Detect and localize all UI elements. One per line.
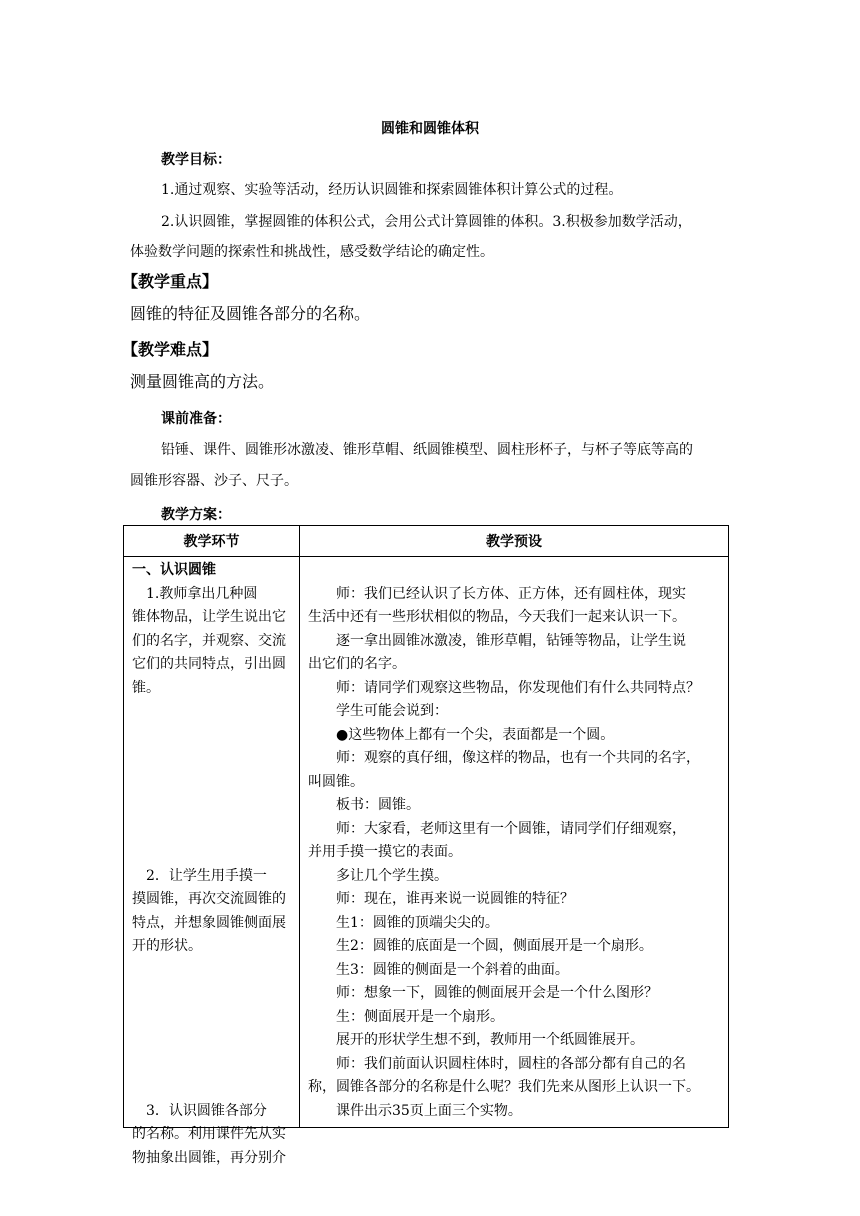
objectives-heading: 教学目标： [161,152,231,168]
stage-line [132,841,294,865]
preset-line [308,559,724,583]
preset-line: 并用手摸一摸它的表面。 [308,844,462,860]
plan-heading: 教学方案： [161,507,231,523]
preset-cell [300,557,729,1128]
stage-line: 一、认识圆锥 [132,562,216,578]
stage-line [132,724,294,748]
stage-text [132,559,294,1170]
preset-line: 师：想象一下，圆锥的侧面展开会是一个什么图形？ [308,985,658,1001]
objective-2-line1: 2.认识圆锥，掌握圆锥的体积公式，会用公式计算圆锥的体积。3.积极参加数学活动， [161,214,692,230]
preset-line: 师：观察的真仔细，像这样的物品，也有一个共同的名字， [308,750,700,766]
stage-line [132,818,294,842]
preset-line: 叫圆锥。 [308,773,364,790]
stage-line: 锥。 [132,679,160,696]
preset-line: 学生可能会说到： [308,703,448,719]
stage-line: 1.教师拿出几种圆 [132,585,258,602]
stage-line [132,1053,294,1077]
key-points-text: 圆锥的特征及圆锥各部分的名称。 [130,304,371,323]
preset-line: 生活中还有一些形状相似的物品，今天我们一起来认识一下。 [308,609,686,625]
stage-line [132,982,294,1006]
difficulties-heading: 【教学难点】 [122,340,219,359]
key-points-heading: 【教学重点】 [122,272,219,291]
preset-line: 生：侧面展开是一个扇形。 [308,1008,504,1025]
difficulties-text: 测量圆锥高的方法。 [130,372,275,391]
prep-line1: 铅锤、课件、圆锥形冰激凌、锥形草帽、纸圆锥模型、圆柱形杯子，与杯子等底等高的 [161,442,693,458]
stage-line: 特点，并想象圆锥侧面展 [132,914,286,931]
stage-line [132,1029,294,1053]
stage-line [132,959,294,983]
prep-heading: 课前准备： [161,411,231,427]
stage-line: 物抽象出圆锥，再分别介 [132,1149,286,1166]
preset-line: 出它们的名字。 [308,656,406,672]
preset-line: 生3：圆锥的侧面是一个斜着的曲面。 [308,961,569,978]
prep-line2: 圆锥形容器、沙子、尺子。 [130,473,298,489]
objective-1: 1.通过观察、实验等活动，经历认识圆锥和探索圆锥体积计算公式的过程。 [161,182,623,198]
preset-line: ●这些物体上都有一个尖，表面都是一个圆。 [308,726,615,743]
preset-line: 多让几个学生摸。 [308,867,448,884]
stage-cell [124,557,300,1166]
preset-line: 展开的形状学生想不到，教师用一个纸圆锥展开。 [308,1032,644,1048]
stage-line: 锥体物品，让学生说出它 [132,609,286,625]
stage-line [132,747,294,771]
preset-line: 生2：圆锥的底面是一个圆，侧面展开是一个扇形。 [308,938,653,954]
stage-line: 们的名字，并观察、交流 [132,632,286,649]
preset-line: 师：我们前面认识圆柱体时，圆柱的各部分都有自己的名 [308,1055,686,1072]
preset-line: 师：大家看，老师这里有一个圆锥，请同学们仔细观察， [308,820,686,837]
preset-line: 师：现在，谁再来说一说圆锥的特征？ [308,891,574,907]
stage-line [132,1006,294,1030]
preset-line: 逐一拿出圆锥冰激凌，锥形草帽，钻锤等物品，让学生说 [308,632,686,649]
preset-line: 生1：圆锥的顶端尖尖的。 [308,914,499,931]
preset-text [308,559,724,1123]
stage-line: 3．认识圆锥各部分 [132,1102,267,1119]
stage-line: 2．让学生用手摸一 [132,867,267,884]
preset-line: 板书：圆锥。 [308,797,420,813]
header-teaching-stage: 教学环节 [124,526,300,557]
stage-line: 的名称。利用课件先从实 [132,1126,286,1142]
stage-line: 开的形状。 [132,938,202,954]
preset-line: 师：请同学们观察这些物品，你发现他们有什么共同特点？ [308,679,700,696]
header-teaching-preset: 教学预设 [300,526,729,557]
stage-line [132,794,294,818]
teaching-plan-table [123,525,729,1166]
objective-2-line2: 体验数学问题的探索性和挑战性，感受数学结论的确定性。 [130,244,494,260]
table-row [124,557,729,1128]
table-header-row [124,526,729,557]
stage-line: 摸圆锥，再次交流圆锥的 [132,891,286,907]
stage-line: 它们的共同特点，引出圆 [132,656,286,672]
document-title: 圆锥和圆锥体积 [381,121,479,137]
stage-line [132,700,294,724]
stage-line [132,1076,294,1100]
preset-line: 课件出示35页上面三个实物。 [308,1102,522,1119]
stage-line [132,771,294,795]
preset-line: 师：我们已经认识了长方体、正方体，还有圆柱体，现实 [308,585,686,602]
preset-line: 称，圆锥各部分的名称是什么呢？我们先来从图形上认识一下。 [308,1079,700,1095]
